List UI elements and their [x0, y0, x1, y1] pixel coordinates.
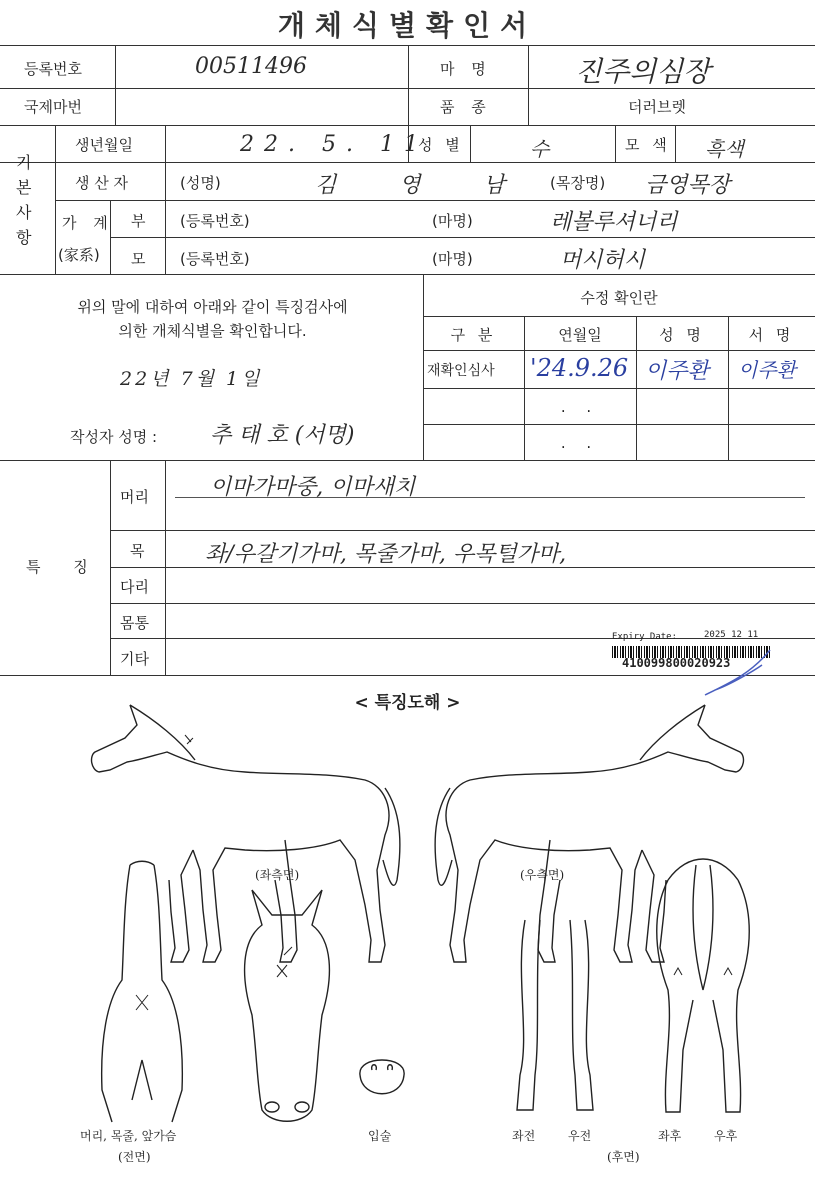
revision-row1-date: '24.9.26 [530, 354, 629, 382]
neck-label: 목 [130, 542, 145, 560]
birth-label: 생년월일 [75, 136, 133, 154]
color-label: 모 색 [625, 136, 671, 154]
pedigree-hanja: (家系) [58, 246, 100, 264]
dam-label: 모 [131, 250, 146, 268]
sire-reg-label: (등록번호) [180, 212, 250, 230]
caption-front-chest: 머리, 목줄, 앞가슴 [80, 1129, 177, 1143]
confirm-date: 22년 7월 1일 [120, 368, 263, 390]
caption-left-side: (좌측면) [255, 868, 300, 882]
producer-name-label: (성명) [180, 174, 221, 192]
revision-header: 수정 확인란 [580, 289, 658, 307]
caption-right-side: (우측면) [520, 868, 565, 882]
horse-rear-illustration [648, 850, 758, 1120]
caption-muzzle: 입술 [368, 1129, 392, 1143]
farm-label: (목장명) [550, 174, 606, 192]
horse-name-value: 진주의심장 [575, 55, 711, 88]
barcode-number: 410099800020923 [622, 656, 731, 670]
basic-section-label: 기본사항 [16, 153, 32, 247]
head-label: 머리 [120, 488, 149, 506]
caption-hind-right-leg: 우후 [714, 1129, 738, 1143]
revision-row2-date: . . [560, 398, 600, 416]
sex-value: 수 [530, 137, 550, 161]
features-section-label: 특 징 [26, 558, 102, 576]
dam-name-label: (마명) [432, 250, 473, 268]
author-signature: 추 태 호 (서명) [210, 423, 355, 448]
reg-no-label: 등록번호 [24, 60, 82, 78]
caption-rear-sub: (후면) [607, 1150, 640, 1164]
revision-col-sign: 서 명 [748, 326, 795, 344]
drawing-title: < 특징도해 > [354, 693, 461, 713]
breed-value: 더러브렛 [628, 98, 686, 116]
body-label: 몸통 [120, 614, 149, 632]
caption-front-right-leg: 우전 [568, 1129, 592, 1143]
neck-value: 좌/우갈기가마, 목줄가마, 우목털가마, [205, 542, 567, 567]
revision-col-type: 구 분 [450, 326, 497, 344]
expiry-label: Expiry Date: [612, 632, 678, 642]
confirm-text-1: 위의 말에 대하여 아래와 같이 특징검사에 [77, 298, 348, 316]
horse-name-label: 마 명 [440, 60, 492, 78]
color-value: 흑색 [705, 137, 744, 161]
revision-row1-name: 이주환 [645, 359, 709, 384]
reg-no-value: 00511496 [195, 54, 307, 79]
author-label: 작성자 성명 : [70, 428, 158, 446]
horse-front-legs-illustration [505, 915, 605, 1120]
leg-label: 다리 [120, 578, 149, 596]
revision-row1-type: 재확인심사 [427, 363, 495, 379]
breed-label: 품 종 [440, 98, 492, 116]
head-value: 이마가마중, 이마새치 [210, 475, 416, 500]
horse-head-front-illustration [232, 885, 342, 1130]
caption-hind-left-leg: 좌후 [658, 1129, 682, 1143]
farm-value: 금영목장 [645, 173, 731, 198]
sex-label: 성 별 [418, 136, 464, 154]
other-label: 기타 [120, 650, 149, 668]
pedigree-label: 가 계 [62, 214, 114, 232]
dam-name-value: 머시허시 [560, 248, 646, 273]
revision-col-name: 성 명 [659, 326, 705, 344]
expiry-value: 2025 12 11 [704, 630, 759, 640]
caption-front-sub: (전면) [118, 1150, 151, 1164]
horse-muzzle-illustration [352, 1045, 412, 1110]
sire-name-label: (마명) [432, 212, 473, 230]
dam-reg-label: (등록번호) [180, 250, 250, 268]
document-title: 개체식별확인서 [277, 9, 538, 42]
caption-front-left-leg: 좌전 [512, 1129, 536, 1143]
sire-name-value: 레볼루셔너리 [550, 210, 678, 235]
producer-label: 생 산 자 [75, 174, 129, 192]
horse-chest-front-illustration [92, 860, 192, 1130]
birth-value: 22. 5. 11 [240, 132, 428, 157]
revision-row1-sign: 이주환 [738, 358, 796, 382]
sire-label: 부 [131, 212, 146, 230]
revision-col-date: 연월일 [558, 326, 602, 344]
producer-name-value: 김 영 남 [315, 173, 533, 198]
confirm-text-2: 의한 개체식별을 확인합니다. [118, 322, 307, 340]
intl-no-label: 국제마번 [24, 98, 82, 116]
revision-row3-date: . . [560, 434, 600, 452]
